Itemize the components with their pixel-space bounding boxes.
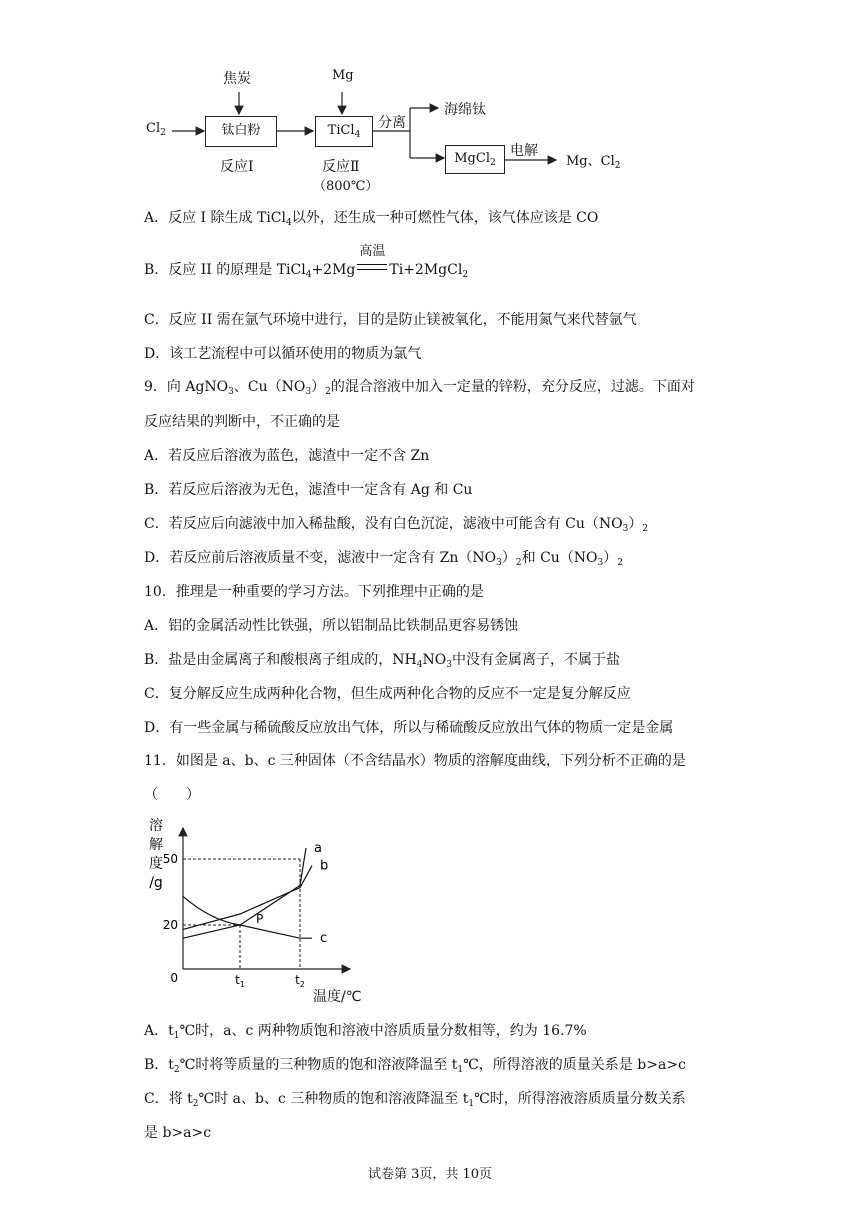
point-p-label: P <box>256 912 264 926</box>
q9-d-mid2: 和 Cu（NO <box>521 550 598 566</box>
q11-b-sub1: 2 <box>173 1065 180 1075</box>
taibaifen-box <box>205 116 277 147</box>
curve-c <box>183 896 312 938</box>
q9-d-sub3: 3 <box>597 558 604 568</box>
q8-a-sub: 4 <box>286 218 292 228</box>
q9-option-c <box>144 514 648 539</box>
q11-a-text1: A．t <box>144 1023 174 1039</box>
q10-b-sub2: 3 <box>446 660 452 670</box>
ticl4-sub: 4 <box>354 130 361 140</box>
reaction1-label: 反应Ⅰ <box>220 159 254 175</box>
q10-stem: 10．推理是一种重要的学习方法。下列推理中正确的是 <box>144 584 484 600</box>
q9-d-sub2: 2 <box>515 558 522 568</box>
q10-b-sub1: 4 <box>416 660 423 670</box>
y-tick-50: 50 <box>162 852 178 866</box>
q11-b-text1: B．t <box>144 1057 174 1073</box>
q11-option-a <box>144 1021 587 1046</box>
q11-c-sub1: 2 <box>192 1099 199 1109</box>
q11-paren: （ ） <box>144 787 200 803</box>
electrolysis-label: 电解 <box>510 143 538 159</box>
q10-option-b <box>144 650 620 675</box>
q10-b-text3: 中没有金属离子，不属于盐 <box>451 652 620 668</box>
solubility-chart <box>140 812 380 1002</box>
ticl4-box <box>315 116 373 147</box>
reaction2-label: 反应Ⅱ <box>322 159 360 175</box>
q9-d-sub4: 2 <box>617 558 623 568</box>
products-label <box>566 150 620 171</box>
q9-d-text: D．若反应前后溶液质量不变，滤液中一定含有 Zn（NO <box>144 550 497 566</box>
x-tick-t2: $t_2$ <box>295 973 305 989</box>
q8-b-suffix: Ti+2MgCl <box>389 262 463 278</box>
q11-a-text2: ℃时，a、c 两种物质饱和溶液中溶质质量分数相等，约为 16.7% <box>179 1023 587 1039</box>
q9-s-d: 的混合溶液中加入一定量的锌粉，充分反应，过滤。下面对 <box>330 379 695 395</box>
q9-c-sub2: 2 <box>642 524 649 534</box>
q9-s-sub3: 2 <box>325 387 331 397</box>
q8-b-sub2: 2 <box>462 270 469 280</box>
q11-option-c <box>144 1089 686 1114</box>
sponge-ti-label: 海绵钛 <box>444 102 486 118</box>
y-axis-label <box>149 817 163 891</box>
cl2-text: Cl <box>146 121 161 136</box>
jiaotan-label: 焦炭 <box>223 71 251 87</box>
temp-label: （800℃） <box>313 179 379 194</box>
cl2-label <box>146 121 166 138</box>
y-tick-20: 20 <box>162 918 178 932</box>
q8-a-text2: 以外，还生成一种可燃性气体，该气体应该是 CO <box>291 210 599 226</box>
q9-s-c: ） <box>311 379 326 395</box>
q10-option-d: D．有一些金属与稀硫酸反应放出气体，所以与稀硫酸反应放出气体的物质一定是金属 <box>144 720 674 736</box>
q11-option-c-line2: 是 b>a>c <box>144 1125 212 1141</box>
q11-c-text3: ℃时，所得溶液溶质质量分数关系 <box>474 1091 686 1107</box>
mgcl2-box <box>445 145 505 174</box>
q9-d-mid: ） <box>501 550 516 566</box>
page-footer: 试卷第 3页，共 10页 <box>367 1167 493 1182</box>
q11-a-sub: 1 <box>173 1031 180 1041</box>
mgcl2-sub: 2 <box>490 158 496 168</box>
q11-b-text2: ℃时将等质量的三种物质的饱和溶液降温至 t <box>179 1057 458 1073</box>
q9-option-b: B．若反应后溶液为无色，滤渣中一定含有 Ag 和 Cu <box>144 482 473 498</box>
origin-label: 0 <box>170 971 178 985</box>
cl2-sub: 2 <box>160 128 166 138</box>
x-tick-t1: $t_1$ <box>235 973 245 989</box>
reaction-condition <box>355 244 389 280</box>
q11-b-text3: ℃，所得溶液的质量关系是 b>a>c <box>463 1057 686 1073</box>
equals-sign <box>357 264 387 270</box>
q9-stem-line2: 反应结果的判断中，不正确的是 <box>144 414 340 430</box>
q9-d-close: ） <box>603 550 618 566</box>
q8-option-d: D．该工艺流程中可以循环使用的物质为氯气 <box>144 346 422 362</box>
y-label-char: /g <box>149 875 163 891</box>
q11-stem: 11．如图是 a、b、c 三种固体（不含结晶水）物质的溶解度曲线，下列分析不正确的是 <box>144 753 686 769</box>
q8-option-c: C．反应 II 需在氩气环境中进行，目的是防止镁被氧化，不能用氮气来代替氩气 <box>144 312 637 328</box>
separate-label: 分离 <box>378 115 406 131</box>
q9-c-close: ） <box>628 516 643 532</box>
q8-a-text1: A．反应 I 除生成 TiCl <box>144 210 286 226</box>
curve-label-c: c <box>320 931 328 947</box>
curve-label-a: a <box>314 841 322 856</box>
ticl4-text: TiCl <box>327 123 355 138</box>
q8-b-sub1: 4 <box>305 270 312 280</box>
mg-top-label: Mg <box>332 68 354 83</box>
q9-s-b: 、Cu（NO <box>233 379 306 395</box>
mgcl2-text: MgCl <box>454 151 490 166</box>
flow-arrows <box>0 0 860 200</box>
curve-label-b: b <box>320 858 329 874</box>
q8-b-prefix: B．反应 II 的原理是 TiCl <box>144 262 306 278</box>
q11-option-b <box>144 1055 686 1080</box>
taibaifen-text: 钛白粉 <box>221 123 261 138</box>
q10-option-c: C．复分解反应生成两种化合物，但生成两种化合物的反应不一定是复分解反应 <box>144 686 631 702</box>
q10-b-text2: NO <box>422 652 447 668</box>
y-label-char: 解 <box>149 837 163 853</box>
q9-s-sub2: 3 <box>305 387 312 397</box>
y-label-char: 溶 <box>149 818 163 834</box>
q9-s-sub1: 3 <box>228 387 234 397</box>
q9-stem-line1 <box>144 377 695 402</box>
q10-option-a: A．铝的金属活动性比铁强，所以铝制品比铁制品更容易锈蚀 <box>144 618 519 634</box>
q8-option-b <box>144 244 469 285</box>
q9-c-text: C．若反应后向滤液中加入稀盐酸，没有白色沉淀，滤液中可能含有 Cu（NO <box>144 516 623 532</box>
q11-c-text2: ℃时 a、b、c 三种物质的饱和溶液降温至 t <box>198 1091 469 1107</box>
q9-c-sub1: 3 <box>622 524 629 534</box>
q11-c-text1: C．将 t <box>144 1091 193 1107</box>
q8-option-a <box>144 208 598 233</box>
products-sub: 2 <box>614 161 621 171</box>
q9-option-a: A．若反应后溶液为蓝色，滤渣中一定不含 Zn <box>144 448 430 464</box>
products-text: Mg、Cl <box>566 154 615 169</box>
y-label-char: 度 <box>149 856 163 872</box>
q9-s-a: 9．向 AgNO <box>144 379 229 395</box>
q10-b-text1: B．盐是由金属离子和酸根离子组成的，NH <box>144 652 417 668</box>
x-axis-label: 温度/℃ <box>313 989 362 1005</box>
q11-c-sub2: 1 <box>468 1099 475 1109</box>
condition-text: 高温 <box>359 244 386 259</box>
q8-b-mid: +2Mg <box>311 262 356 278</box>
q9-option-d <box>144 548 623 573</box>
q11-b-sub2: 1 <box>457 1065 464 1075</box>
q9-d-sub1: 3 <box>496 558 502 568</box>
